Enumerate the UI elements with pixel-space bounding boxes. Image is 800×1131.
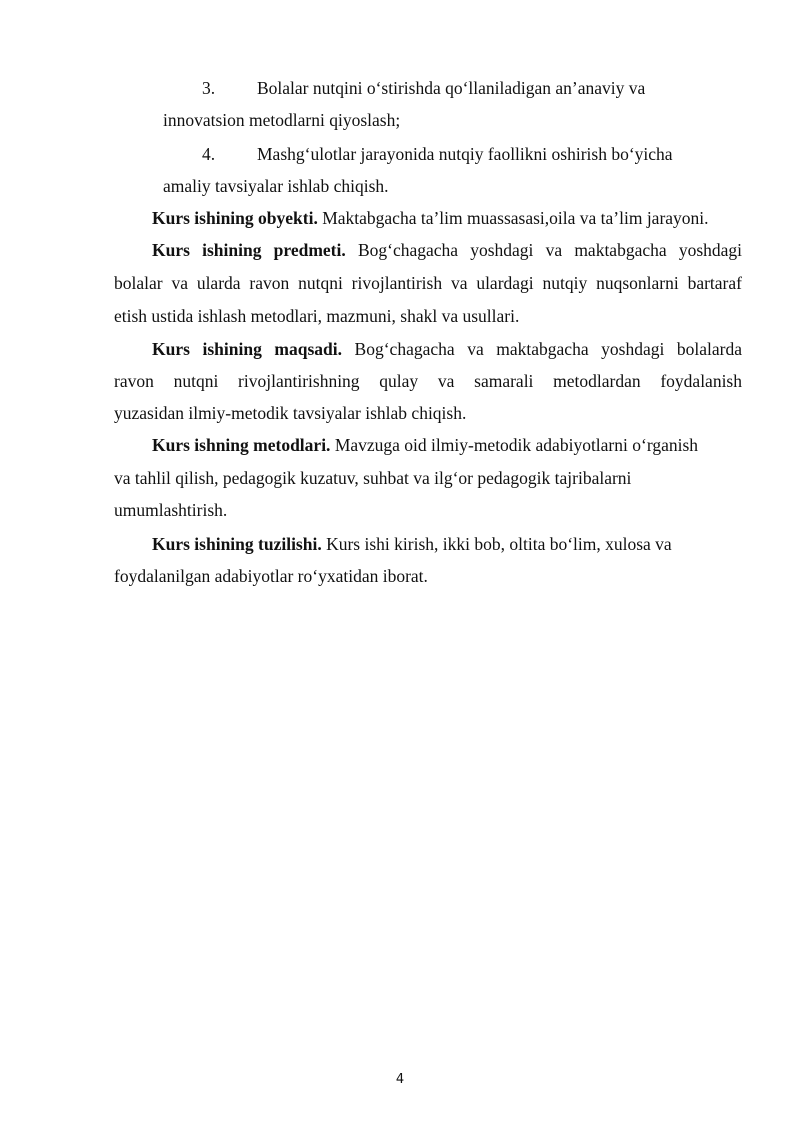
list-item-3-number: 3. [202,78,216,98]
metodlar-text-line2: va tahlil qilish, pedagogik kuzatuv, suhbat va ilg‘or pedagogik tajribalarni [114,468,632,488]
obyekt-text: Maktabgacha ta’lim muassasasi,oila va ta’lim jarayoni. [322,208,709,228]
list-item-3-line1: Bolalar nutqini o‘stirishda qo‘llaniladigan an’anaviy va [257,78,646,98]
list-item-4-line2: amaliy tavsiyalar ishlab chiqish. [163,176,389,196]
paragraph-maqsad-line1 [152,337,742,361]
predmet-text-line1: Bog‘chagacha yoshdagi va maktabgacha yoshdagi [357,240,743,260]
paragraph-metodlar-line1 [152,433,698,457]
maqsad-text-line3: yuzasidan ilmiy-metodik tavsiyalar ishlab chiqish. [114,403,467,423]
paragraph-predmet-line1 [152,238,742,262]
heading-obyekt: Kurs ishining obyekti. [152,208,318,228]
heading-predmet: Kurs ishining predmeti. [152,240,346,260]
metodlar-text-line1: Mavzuga oid ilmiy-metodik adabiyotlarni o‘rganish [334,435,699,455]
list-item-4-number: 4. [202,144,216,164]
heading-maqsad: Kurs ishining maqsadi. [152,339,342,359]
paragraph-obyekt [152,206,709,230]
predmet-text-line3: etish ustida ishlash metodlari, mazmuni, shakl va usullari. [114,306,520,326]
maqsad-text-line2: ravon nutqni rivojlantirishning qulay va samarali metodlardan foydalanish [114,371,742,391]
metodlar-text-line3: umumlashtirish. [114,500,228,520]
maqsad-text-line1: Bog‘chagacha va maktabgacha yoshdagi bolalarda [354,339,742,359]
heading-tuzilish: Kurs ishining tuzilishi. [152,534,322,554]
paragraph-tuzilish-line1 [152,532,672,556]
predmet-text-line2: bolalar va ularda ravon nutqni rivojlantirish va ulardagi nutqiy nuqsonlarni bartaraf [114,273,742,293]
page-number: 4 [395,1072,405,1087]
heading-metodlar: Kurs ishning metodlari. [152,435,331,455]
list-item-3-line2: innovatsion metodlarni qiyoslash; [163,110,401,130]
tuzilish-text-line1: Kurs ishi kirish, ikki bob, oltita bo‘lim, xulosa va [326,534,672,554]
list-item-4-line1: Mashg‘ulotlar jarayonida nutqiy faollikni oshirish bo‘yicha [257,144,673,164]
tuzilish-text-line2: foydalanilgan adabiyotlar ro‘yxatidan iborat. [114,566,428,586]
